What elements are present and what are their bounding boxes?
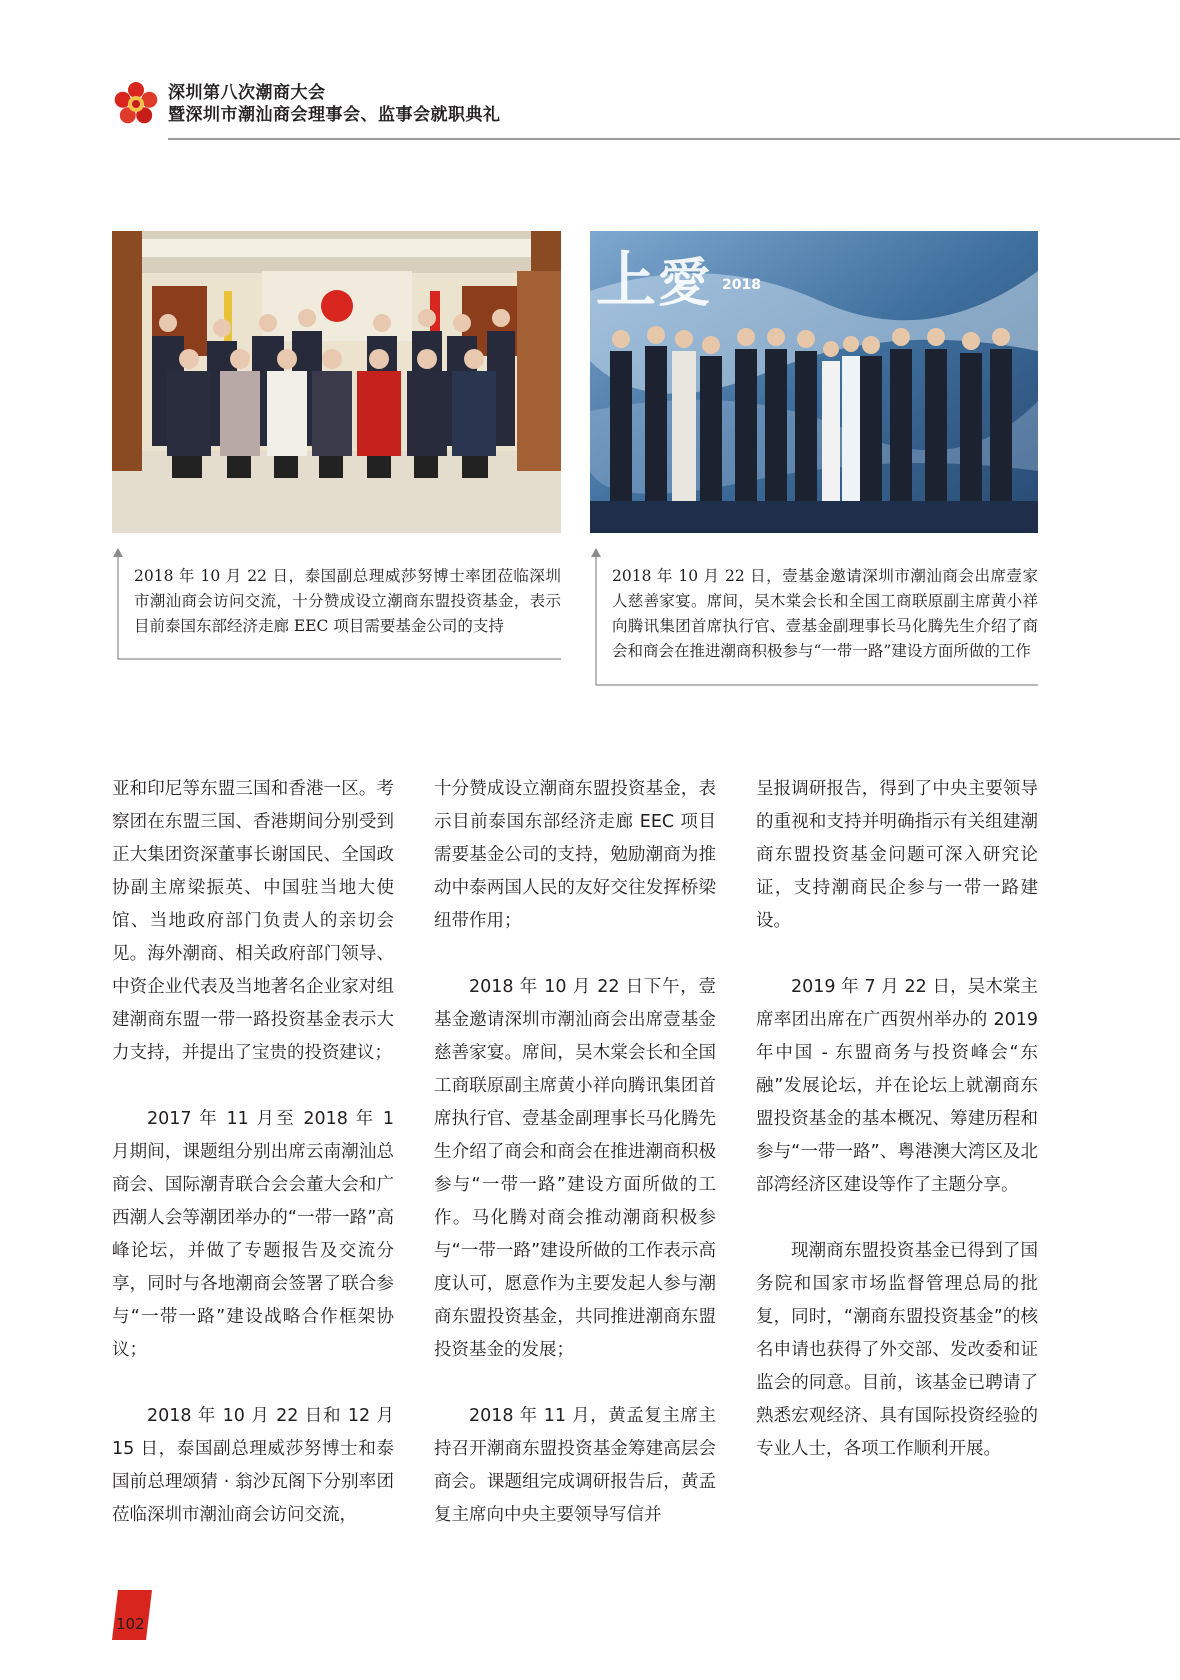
header-divider: [168, 138, 1180, 140]
paragraph: 2018 年 10 月 22 日下午，壹基金邀请深圳市潮汕商会出席壹基金慈善家宴。席间，吴木棠会长和全国工商联原副主席黄小祥向腾讯集团首席执行官、壹基金副理事长马化腾先生介绍了商会和商会在推进潮商积极参与“一带一路”建设方面所做的工作。马化腾对商会推动潮商积极参与“一带一路”建设所做的工作表示高度认可，愿意作为主要发起人参与潮商东盟投资基金，共同推进潮商东盟投资基金的发展；: [434, 977, 716, 1360]
text-column-2: [434, 773, 716, 1565]
text-column-3: [756, 773, 1038, 1499]
paragraph: 2018 年 10 月 22 日和 12 月 15 日，泰国副总理威莎努博士和泰国前总理颂猜 · 翁沙瓦阁下分别率团莅临深圳市潮汕商会访问交流，: [112, 1406, 394, 1525]
caption-left: [112, 548, 561, 674]
event-title: [168, 82, 501, 126]
paragraph: 2017 年 11 月至 2018 年 1 月期间，课题组分别出席云南潮汕总商会、国际潮青联合会会董大会和广西潮人会等潮团举办的“一带一路”高峰论坛，并做了专题报告及交流分享，同时与各地潮商会签署了联合参与“一带一路”建设战略合作框架协议；: [112, 1109, 394, 1360]
event-title-line1: 深圳第八次潮商大会: [168, 83, 326, 103]
caption-left-text: 2018 年 10 月 22 日，泰国副总理威莎努博士率团莅临深圳市潮汕商会访问交流，十分赞成设立潮商东盟投资基金，表示目前泰国东部经济走廊 EEC 项目需要基金公司的支持: [134, 567, 561, 635]
paragraph: 2018 年 11 月，黄孟复主席主持召开潮商东盟投资基金筹建高层会商会。课题组完成调研报告后，黄孟复主席向中央主要领导写信并: [434, 1406, 716, 1525]
photo-charity-stage: [590, 231, 1038, 533]
page-number: 102: [116, 1615, 145, 1633]
paragraph: 2019 年 7 月 22 日，吴木棠主席率团出席在广西贺州举办的 2019 年中国 - 东盟商务与投资峰会“东融”发展论坛，并在论坛上就潮商东盟投资基金的基本概况、筹建历程和参与“一带一路”、粤港澳大湾区及北部湾经济区建设等作了主题分享。: [756, 977, 1038, 1195]
paragraph: 亚和印尼等东盟三国和香港一区。考察团在东盟三国、香港期间分别受到正大集团资深董事长谢国民、全国政协副主席梁振英、中国驻当地大使馆、当地政府部门负责人的亲切会见。海外潮商、相关政府部门领导、中资企业代表及当地著名企业家对组建潮商东盟一带一路投资基金表示大力支持，并提出了宝贵的投资建议；: [112, 779, 394, 1063]
svg-text:上: 上: [596, 246, 656, 316]
paragraph: 呈报调研报告，得到了中央主要领导的重视和支持并明确指示有关组建潮商东盟投资基金问题可深入研究论证，支持潮商民企参与一带一路建设。: [756, 779, 1038, 931]
svg-text:愛: 愛: [658, 253, 711, 314]
caption-right-text: 2018 年 10 月 22 日，壹基金邀请深圳市潮汕商会出席壹家人慈善家宴。席间，吴木棠会长和全国工商联原副主席黄小祥向腾讯集团首席执行官、壹基金副理事长马化腾先生介绍了商会和商会在推进潮商积极参与“一带一路”建设方面所做的工作: [612, 567, 1038, 660]
caption-right: [590, 548, 1038, 696]
flower-logo-icon: [111, 79, 161, 129]
paragraph: 十分赞成设立潮商东盟投资基金，表示目前泰国东部经济走廊 EEC 项目需要基金公司的支持，勉励潮商为推动中泰两国人民的友好交往发挥桥梁纽带作用；: [434, 779, 716, 931]
photo-group-office: [112, 231, 561, 533]
event-title-line2: 暨深圳市潮汕商会理事会、监事会就职典礼: [168, 105, 501, 125]
text-column-1: [112, 773, 394, 1565]
stage-year-text: 2018: [722, 277, 761, 293]
event-logo: [111, 79, 161, 129]
paragraph: 现潮商东盟投资基金已得到了国务院和国家市场监督管理总局的批复，同时，“潮商东盟投资基金”的核名申请也获得了外交部、发改委和证监会的同意。目前，该基金已聘请了熟悉宏观经济、具有国际投资经验的专业人士，各项工作顺利开展。: [756, 1241, 1038, 1459]
